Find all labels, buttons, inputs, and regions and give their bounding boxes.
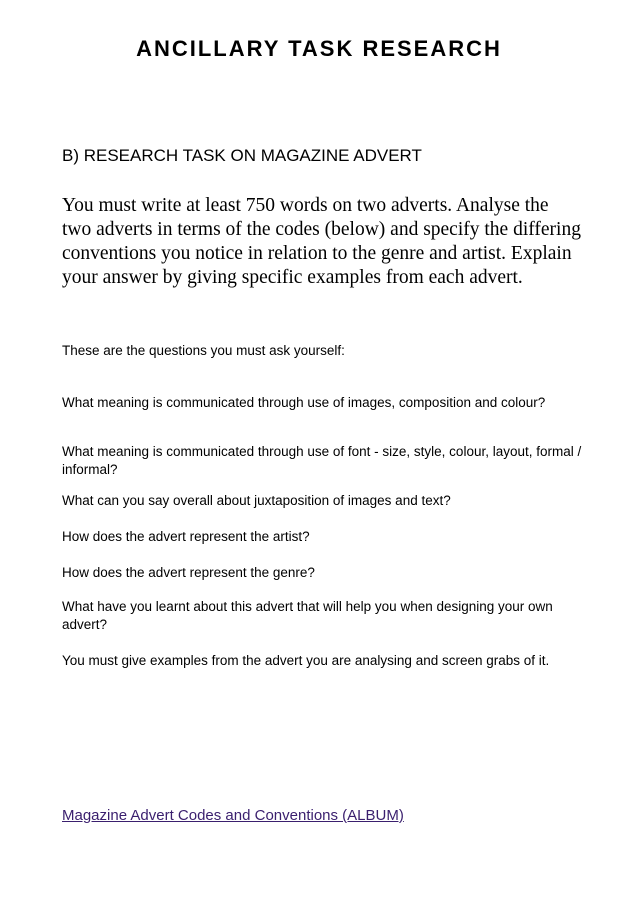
- question-item: What meaning is communicated through use of images, composition and colour?: [62, 395, 546, 410]
- intro-paragraph: You must write at least 750 words on two adverts. Analyse the two adverts in terms of the codes (below) and specify the differing conventions you notice in relation to the genre and artist. Explain your answer by giving specific examples from each advert.: [62, 195, 581, 288]
- question-item: You must give examples from the advert you are analysing and screen grabs of it.: [62, 653, 550, 668]
- question-item: What meaning is communicated through use of font - size, style, colour, layout, formal / informal?: [62, 444, 582, 477]
- page-title: ANCILLARY TASK RESEARCH: [136, 36, 502, 61]
- question-item: What can you say overall about juxtaposition of images and text?: [62, 493, 451, 508]
- question-item: What have you learnt about this advert that will help you when designing your own advert?: [62, 599, 553, 632]
- section-heading: B) RESEARCH TASK ON MAGAZINE ADVERT: [62, 146, 422, 165]
- question-item: How does the advert represent the genre?: [62, 565, 315, 580]
- questions-lead: These are the questions you must ask yourself:: [62, 343, 345, 358]
- codes-conventions-link[interactable]: Magazine Advert Codes and Conventions (ALBUM): [62, 807, 404, 824]
- question-item: How does the advert represent the artist?: [62, 529, 310, 544]
